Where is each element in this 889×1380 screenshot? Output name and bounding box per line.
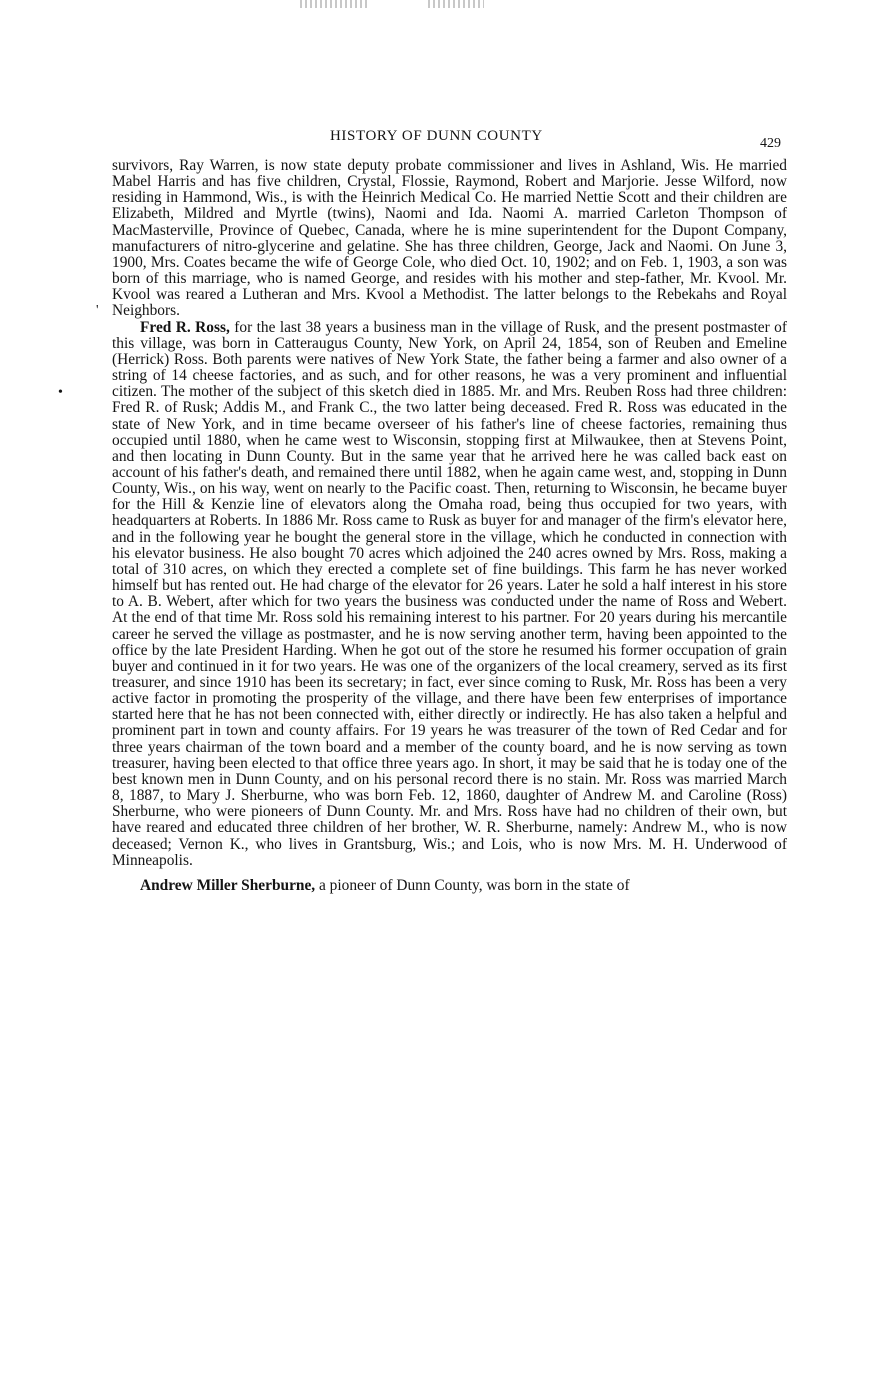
body-text — [112, 158, 787, 894]
biography-name-lead: Fred R. Ross, — [140, 318, 230, 336]
paragraph-fred-r-ross — [112, 320, 787, 869]
paragraph-text: a pioneer of Dunn County, was born in the state of — [315, 876, 630, 894]
scan-artifact-left — [300, 0, 370, 8]
page-number: 429 — [760, 136, 781, 151]
margin-mark-bullet: • — [58, 385, 63, 400]
running-head-title: HISTORY OF DUNN COUNTY — [330, 128, 543, 144]
paragraph-text: for the last 38 years a business man in the village of Rusk, and the present postmaster of this village, was born in Catteraugus County, New York, on April 24, 1854, son of Reuben and Emeline (Herrick) Ross. Both parents were natives of New York State, the father being a farmer and also owner of a string of 14 cheese factories, and as such, and for other reasons, he was a very prominent and influential citizen. The mother of the subject of this sketch died in 1885. Mr. and Mrs. Reuben Ross had three children: Fred R. of Rusk; Addis M., and Frank C., the two latter being deceased. Fred R. Ross was educated in the state of New York, and in time became overseer of his father's line of cheese factories, remaining thus occupied until 1880, when he came west to Wisconsin, stopping first at Milwaukee, then at Stevens Point, and then locating in Dunn County. But in the same year that he arrived here he was called back east on account of his father's death, and remained there until 1882, when he again came west, and, stopping in Dunn County, Wis., on his way, went on nearly to the Pacific coast. Then, returning to Wisconsin, he became buyer for the Hill & Kenzie line of elevators along the Omaha road, being thus occupied for two years, with headquarters at Roberts. In 1886 Mr. Ross came to Rusk as buyer for and manager of the firm's elevator here, and in the following year he bought the general store in the village, which he conducted in connection with his elevator business. He also bought 70 acres which adjoined the 240 acres owned by Mrs. Ross, making a total of 310 acres, on which they erected a complete set of fine buildings. This farm he has never worked himself but has rented out. He had charge of the elevator for 26 years. Later he sold a half interest in his store to A. B. Webert, after which for two years the business was conducted under the name of Ross and Webert. At the end of that time Mr. Ross sold his remaining interest to his partner. For 20 years during his mercantile career he served the village as postmaster, and he is now serving another term, having been appointed to the office by the late President Harding. When he got out of the store he resumed his former occupation of grain buyer and continued in it for two years. He was one of the organizers of the local creamery, served as its first treasurer, and since 1910 has been its secretary; in fact, ever since coming to Rusk, Mr. Ross has been a very active factor in promoting the prosperity of the village, and there have been few enterprises of importance started here that he has not been connected with, either directly or indirectly. He has also taken a helpful and prominent part in town and county affairs. For 19 years he was treasurer of the town of Red Cedar and for three years chairman of the town board and a member of the county board, and he is now serving as town treasurer, having been elected to that office three years ago. In short, it may be said that he is today one of the best known men in Dunn County, and on his personal record there is no stain. Mr. Ross was married March 8, 1887, to Mary J. Sherburne, who was born Feb. 12, 1860, daughter of Andrew M. and Caroline (Ross) Sherburne, who were pioneers of Dunn County. Mr. and Mrs. Ross have had no children of their own, but have reared and educated three children of her brother, W. R. Sherburne, namely: Andrew M., who is now deceased; Vernon K., who lives in Grantsburg, Wis.; and Lois, who is now Mrs. M. H. Underwood of Minneapolis. — [112, 318, 787, 869]
margin-mark-tick: ' — [96, 303, 99, 318]
paragraph-text: survivors, Ray Warren, is now state deputy probate commissioner and lives in Ashland, Wis. He married Mabel Harris and has five children, Crystal, Flossie, Raymond, Robert and Marjorie. Jesse Wilford, now residing in Hammond, Wis., is with the Heinrich Medical Co. He married Nettie Scott and their children are Elizabeth, Mildred and Myrtle (twins), Naomi and Ida. Naomi A. married Carleton Thompson of MacMasterville, Province of Quebec, Canada, where he is mine superintendent for the Dupont Company, manufacturers of nitro-glycerine and gelatine. She has three children, George, Jack and Naomi. On June 3, 1900, Mrs. Coates became the wife of George Cole, who died Oct. 10, 1902; and on Feb. 1, 1903, a son was born of this marriage, who is named George, and resides with his mother and step-father, Mr. Kvool. Mr. Kvool was reared a Lutheran and Mrs. Kvool a Methodist. The latter belongs to the Rebekahs and Royal Neighbors. — [112, 157, 787, 320]
paragraph-andrew-miller-sherburne — [112, 878, 787, 894]
paragraph-kvool-family — [112, 158, 787, 320]
biography-name-lead: Andrew Miller Sherburne, — [140, 876, 316, 894]
scan-artifact-right — [428, 0, 484, 8]
